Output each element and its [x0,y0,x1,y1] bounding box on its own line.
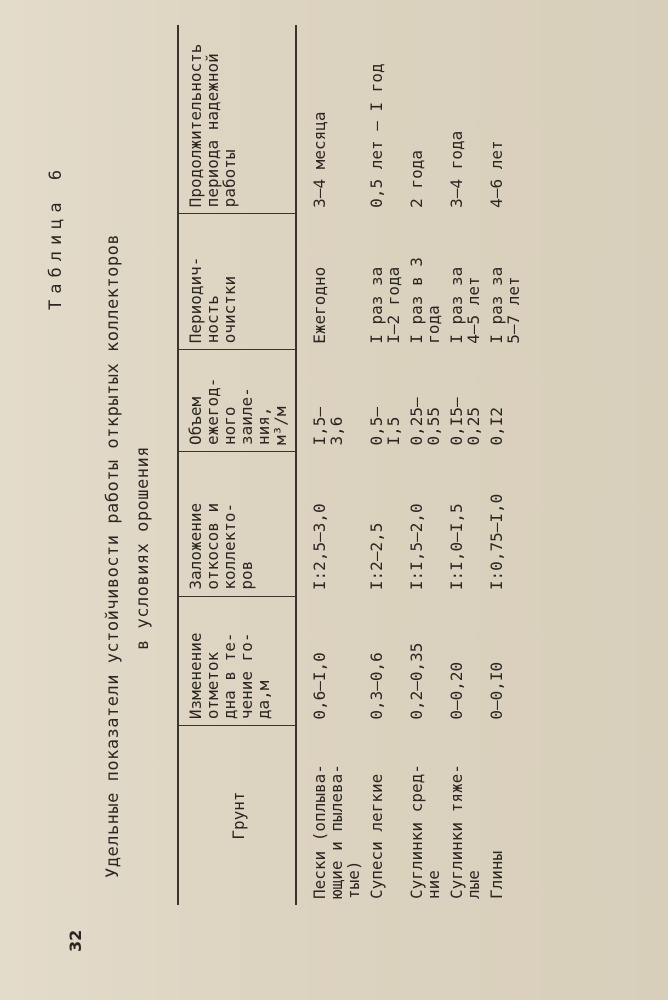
soil-cell-line: Глины [487,850,506,899]
silting-volume-cell [296,350,365,452]
soil-cell-line: Пески (оплыва- [310,764,329,899]
header-reliable-duration [178,25,296,214]
silting-volume-cell [405,350,445,452]
header-cleaning-period [178,214,296,350]
soil-cell [485,726,525,905]
bottom-change-cell [445,596,485,726]
soil-cell-line: тые) [344,860,363,899]
soil-cell [296,726,365,905]
soil-cell-line: Суглинки сред- [407,764,426,899]
table-title-line1: Удельные показатели устойчивости работы открытых коллекторов [103,233,123,878]
cleaning-period-cell-line: I раз за [447,266,466,344]
cleaning-period-cell-line: Ежегодно [310,266,329,344]
reliable-duration-cell-line: 4–6 лет [487,140,506,208]
header-silting-volume-line: ежегод- [203,377,222,446]
silting-volume-cell-line: 0,I2 [487,406,506,446]
bottom-change-cell-line: 0–0,I0 [487,661,506,720]
header-bottom-change [178,596,296,726]
header-silting-volume-line: м³/м [271,406,290,446]
reliable-duration-cell [296,25,365,214]
reliable-duration-cell-line: 0,5 лет – I год [367,63,386,208]
silting-volume-cell-line: 0,25– [407,397,426,446]
header-cleaning-period-line: Периодич- [186,256,205,344]
silting-volume-cell-line: I,5– [310,406,329,446]
cleaning-period-cell [485,214,525,350]
header-bottom-change-line: Изменение [186,632,205,720]
bottom-change-cell-line: 0,2–0,35 [407,642,426,720]
table-row [296,25,365,905]
header-reliable-duration-line: периода надежной [203,53,222,208]
bottom-change-cell [405,596,445,726]
silting-volume-cell [445,350,485,452]
bottom-change-cell [365,596,405,726]
slope-cell [485,452,525,597]
reliable-duration-cell [405,25,445,214]
bottom-change-cell-line: 0,6–I,0 [310,652,329,720]
silting-volume-cell [365,350,405,452]
silting-volume-cell-line: 0,55 [424,406,443,446]
cleaning-period-cell-line: 5–7 лет [504,276,523,344]
bottom-change-cell-line: 0,3–0,6 [367,652,386,720]
header-cleaning-period-line: очистки [220,275,239,344]
table-row [365,25,405,905]
table-body [296,25,525,905]
silting-volume-cell-line: I,5 [384,416,403,446]
header-bottom-change-line: дна в те- [220,632,239,720]
header-slope-line: Заложение [186,502,205,590]
table-header-row [178,25,296,905]
table-row [485,25,525,905]
soil-cell-line: ние [424,870,443,899]
header-slope-line: ров [237,560,256,590]
slope-cell [405,452,445,597]
cleaning-period-cell-line: 4–5 лет [464,276,483,344]
slope-cell [296,452,365,597]
cleaning-period-cell-line: года [424,305,443,344]
slope-cell-line: I:2,5–3,0 [310,503,329,591]
slope-cell-line: I:0,75–I,0 [487,493,506,591]
cleaning-period-cell-line: I раз за [367,266,386,344]
header-silting-volume-line: ного [220,406,239,446]
bottom-change-cell-line: 0–0,20 [447,661,466,720]
cleaning-period-cell-line: I раз в 3 [407,257,426,344]
slope-cell-line: I:I,0–I,5 [447,503,466,591]
reliable-duration-cell [485,25,525,214]
soil-cell-line: ющие и пылева- [327,764,346,899]
cleaning-period-cell [405,214,445,350]
cleaning-period-cell [296,214,365,350]
table-title-line2: в условиях орошения [133,446,153,650]
soil-cell-line: Суглинки тяже- [447,764,466,899]
slope-cell [365,452,405,597]
header-reliable-duration-line: Продолжительность [186,43,205,208]
collector-stability-table [177,25,525,905]
slope-cell-line: I:I,5–2,0 [407,503,426,591]
table-label: Таблица 6 [46,163,66,310]
cleaning-period-cell-line: I–2 года [384,266,403,344]
header-slope-line: коллекто- [220,502,239,590]
bottom-change-cell [485,596,525,726]
table-row [405,25,445,905]
reliable-duration-cell-line: 2 года [407,150,426,208]
silting-volume-cell [485,350,525,452]
header-soil-line: Грунт [228,791,248,840]
soil-cell [445,726,485,905]
silting-volume-cell-line: 0,25 [464,406,483,446]
slope-cell-line: I:2–2,5 [367,522,386,591]
header-bottom-change-line: чение го- [237,632,256,720]
soil-cell-line: лые [464,870,483,899]
soil-cell-line: Супеси легкие [367,773,386,899]
table-row [445,25,485,905]
header-silting-volume-line: Объем [186,396,205,446]
silting-volume-cell-line: 0,5– [367,406,386,446]
soil-cell [405,726,445,905]
header-slope [178,452,296,597]
header-silting-volume-line: ния, [254,406,273,446]
reliable-duration-cell [445,25,485,214]
soil-cell [365,726,405,905]
slope-cell [445,452,485,597]
header-soil [178,726,296,905]
silting-volume-cell-line: 3,6 [327,416,346,446]
reliable-duration-cell-line: 3–4 года [447,130,466,208]
cleaning-period-cell [445,214,485,350]
header-bottom-change-line: да,м [254,680,273,720]
header-silting-volume [178,350,296,452]
page-number: 32 [66,929,85,952]
header-cleaning-period-line: ность [203,295,222,344]
reliable-duration-cell [365,25,405,214]
header-reliable-duration-line: работы [220,149,239,208]
header-bottom-change-line: отметок [203,651,222,720]
reliable-duration-cell-line: 3–4 месяца [310,111,329,208]
header-slope-line: откосов и [203,502,222,590]
header-silting-volume-line: заиле- [237,387,256,446]
silting-volume-cell-line: 0,I5– [447,397,466,446]
bottom-change-cell [296,596,365,726]
cleaning-period-cell [365,214,405,350]
cleaning-period-cell-line: I раз за [487,266,506,344]
